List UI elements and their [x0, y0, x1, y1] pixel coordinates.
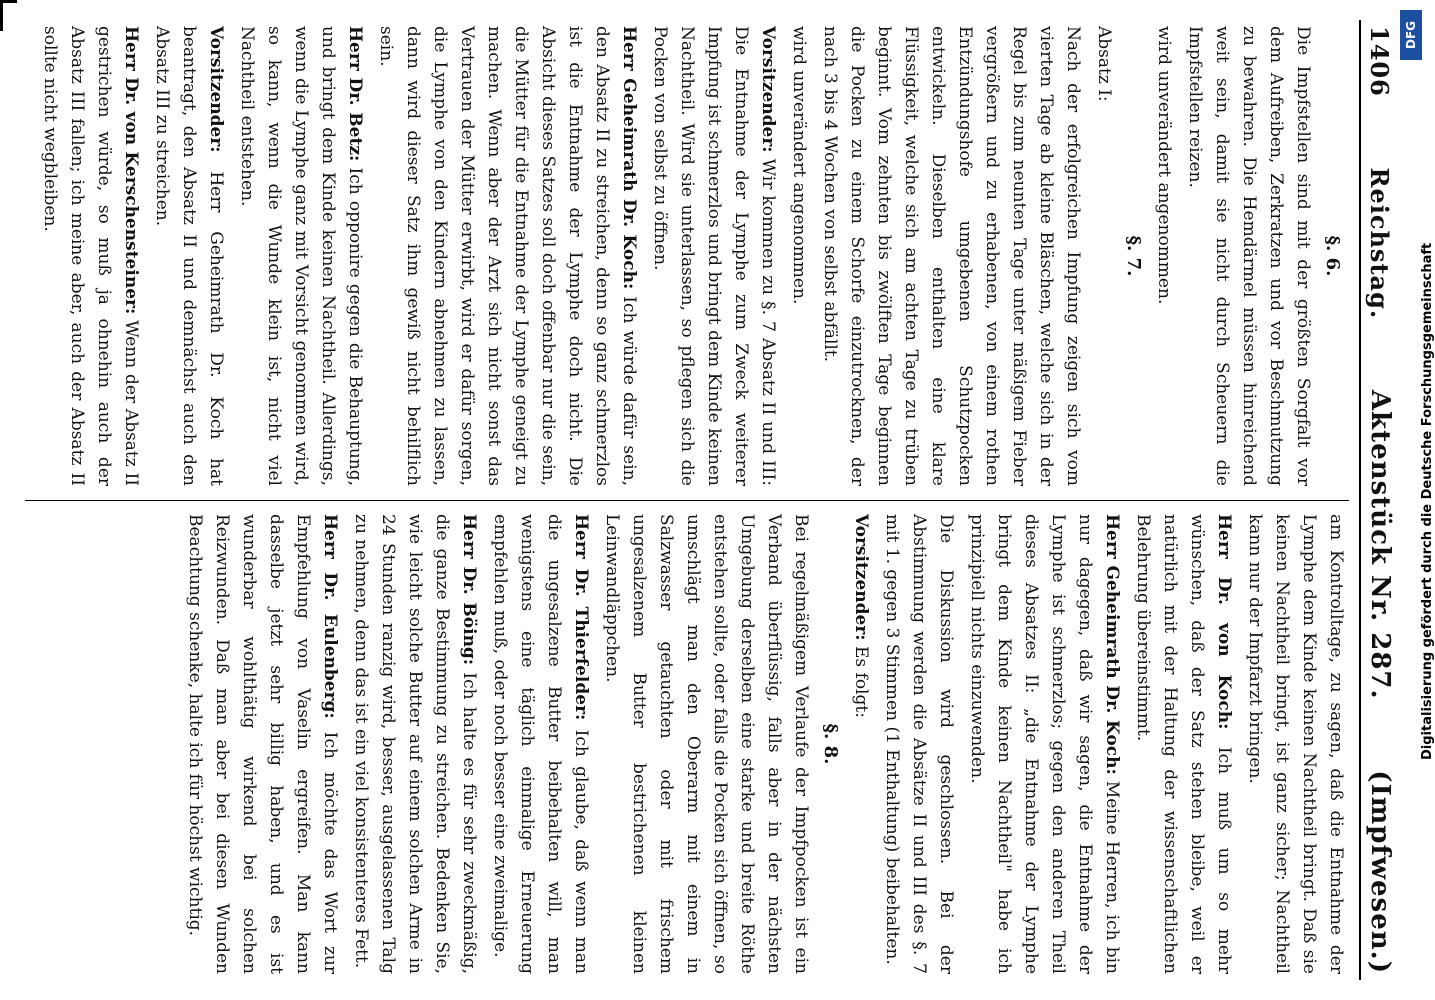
speaker-label: Herr Dr. Thierfelder:	[571, 514, 591, 721]
speech-text: Ich würde dafür sein, den Absatz II zu streichen, denn so ganz schmerzlos ist die Entnahme der Lymphe doch nicht. Die Absicht dieses Satzes soll doch offenbar nur die sein, die Mütter für die Entnahme der Lymphe geneigt zu machen. Wenn aber der Arzt sich nicht sonst das Vertrauen der Mütter erwirbt, wird er dafür sorgen, die Lymphe von den Kindern abnehmen zu lassen, dann wird dieser Satz ihm gewiß nicht behilflich sein.	[376, 26, 639, 486]
text-columns	[25, 20, 1349, 980]
betz-statement	[233, 26, 368, 486]
speaker-label: Herr Dr. Böing:	[459, 514, 479, 666]
kerschensteiner-statement	[36, 26, 144, 486]
chair3-statement	[847, 514, 874, 974]
header-left: Reichstag.	[1365, 167, 1394, 320]
dfg-logo: DFG	[1400, 10, 1422, 60]
left-column	[25, 26, 1349, 486]
speech-text: Ich opponire gegen die Behauptung, und bringt dem Kinde keinen Nachtheil. Allerdings, wenn die Lymphe ganz mit Vorsicht genommen wird, so kann, wenn die Wunde klein ist, nicht viel Nachtheil entstehen.	[237, 26, 365, 487]
section-7-heading: §. 7.	[1123, 235, 1144, 277]
scan-corner-mark	[0, 0, 17, 31]
speaker-label: Herr Dr. von Kerschensteiner:	[121, 26, 141, 315]
rotated-document-page	[25, 20, 1405, 980]
speaker-label: Herr Geheimrath Dr. Koch:	[619, 26, 639, 290]
section-8-text: Bei regelmäßigem Verlaufe der Impfpocken ist ein Verband überflüssig, falls aber in der nächsten Umgebung derselben eine starke und breite Röthe entstehen sollte, oder falls die Pocken sich öffnen, so umschlägt man den Oberarm mit einem in Salzwasser getauchten oder mit frischem ungesalzenem Butter bestrichenen kleinen Leinwandläppchen.	[602, 514, 811, 974]
page-number: 1406	[1365, 26, 1394, 97]
eulenberg-statement	[181, 514, 343, 974]
speech-text: Meine Herren, ich bin nur dagegen, daß wir sagen, die Entnahme der Lymphe ist schmerzlos; gegen den anderen Theil dieses Absatzes II: „die Entnahme der Lymphe bringt dem Kinde keinen Nachtheil" habe ich prinzipiell nichts einzuwenden.	[967, 514, 1122, 974]
header-right: (Impfwesen.)	[1365, 770, 1395, 974]
speech-text: Ich glaube, daß wenn man die ungesalzene Butter beibehalten will, man wenigstens eine täglich einmalige Erneuerung empfehlen muß, oder noch besser eine zweimalige.	[490, 514, 591, 975]
speech-text: Wir kommen zu §. 7 Absatz II und III: Die Entnahme der Lymphe zum Zweck weiterer Impfung ist schmerzlos und bringt dem Kinde keinen Nachtheil. Wird sie unterlassen, so pflegen sich die Pocken von selbst zu öffnen.	[650, 26, 778, 486]
speech-text: Ich halte es für sehr zweckmäßig, die ganze Bestimmung zu streichen. Bedenken Sie, wie leicht solche Butter auf einem solchen Arme in 24 Stunden ranzig wird, besser, ausgelassenen Talg zu nehmen, denn das ist ein viel konsistenteres Fett.	[351, 514, 479, 974]
section-7-close: wird unverändert angenommen.	[789, 26, 809, 305]
section-6-close: wird unverändert angenommen.	[1154, 26, 1174, 305]
thierfelder-statement	[486, 514, 594, 974]
speaker-label: Herr Dr. von Koch:	[1214, 514, 1234, 730]
speech-text: Wenn der Absatz II gestrichen würde, so muß ja ohnehin auch der Absatz III fallen; ich meine aber, auch der Absatz II sollte nicht wegbleiben.	[40, 26, 141, 486]
chair2-statement	[148, 26, 229, 486]
header-center: Aktenstück Nr. 287.	[1365, 389, 1395, 700]
koch-statement	[372, 26, 642, 486]
speaker-label: Vorsitzender:	[206, 26, 226, 153]
dfg-margin	[1392, 0, 1435, 1000]
section-8-heading: §. 8.	[820, 723, 841, 765]
speech-text: Herr Geheimrath Dr. Koch hat beantragt, den Absatz II und demnächst auch den Absatz III zu streichen.	[152, 26, 226, 486]
speaker-label: Vorsitzender:	[758, 26, 778, 153]
digitization-credit: Digitalisierung gefördert durch die Deutsche Forschungsgemeinschaft	[1420, 242, 1435, 760]
speech-text: Ich muß um so mehr wünschen, daß der Satz stehen bleibe, weil er natürlich mit der Haltung der wissenschaftlichen Belehrung übereinstimmt.	[1133, 514, 1234, 974]
speaker-label: Vorsitzender:	[851, 514, 871, 641]
vote-text: Die Diskussion wird geschlossen. Bei der Abstimmung werden die Absätze II und III des §. 7 mit 1. gegen 3 Stimmen (1 Enthaltung) beibehalten.	[882, 514, 956, 974]
chair-statement	[646, 26, 781, 486]
speaker-label: Herr Dr. Eulenberg:	[320, 514, 340, 719]
boing-statement	[347, 514, 482, 974]
speaker-label: Herr Geheimrath Dr. Koch:	[1102, 514, 1122, 775]
section-7-text: Nach der erfolgreichen Impfung zeigen sich vom vierten Tage ab kleine Bläschen, welche sich in der Regel bis zum neunten Tage unter mäßigem Fieber vergrößern und zu erhabenen, von einem rothen Entzündungshofe umgebenen Schutzpocken entwickeln. Dieselben enthalten eine klare Flüssigkeit, welche sich am achten Tage zu trüben beginnt. Vom zehnten bis zwölften Tage beginnen die Pocken zu einem Schorfe einzutrocknen, der nach 3 bis 4 Wochen von selbst abfällt.	[820, 26, 1083, 486]
section-6-text: Die Impfstellen sind mit der größten Sorgfalt vor dem Aufreiben, Zerkratzen und vor Beschmutzung zu bewahren. Die Hemdärmel müssen hinreichend weit sein, damit sie nicht durch Scheuern die Impfstellen reizen.	[1185, 26, 1313, 486]
speaker-label: Herr Dr. Betz:	[345, 26, 365, 162]
section-6-heading: §. 6.	[1322, 235, 1343, 277]
speech-text: Ich möchte das Wort zur Empfehlung von Vaselin ergreifen. Man kann dasselbe jetzt sehr billig haben, und es ist wunderbar wohlthätig wirkend bei solchen Reizwunden. Daß man aber bei diesen Wunden Beachtung schenke, halte ich für höchst wichtig.	[185, 514, 340, 975]
section-7-absatz: Absatz I:	[1094, 26, 1114, 102]
vonkoch-statement	[1129, 514, 1237, 974]
continued-text: am Kontrolltage, zu sagen, daß die Entnahme der Lymphe dem Kinde keinen Nachtheil bringt. Daß sie keinen Nachtheil bringt, ist ganz sicher; Nachtheil kann nur der Impfarzt bringen.	[1245, 514, 1346, 974]
right-column	[25, 514, 1349, 974]
koch2-statement	[963, 514, 1125, 974]
speech-text: Es folgt:	[851, 645, 871, 718]
